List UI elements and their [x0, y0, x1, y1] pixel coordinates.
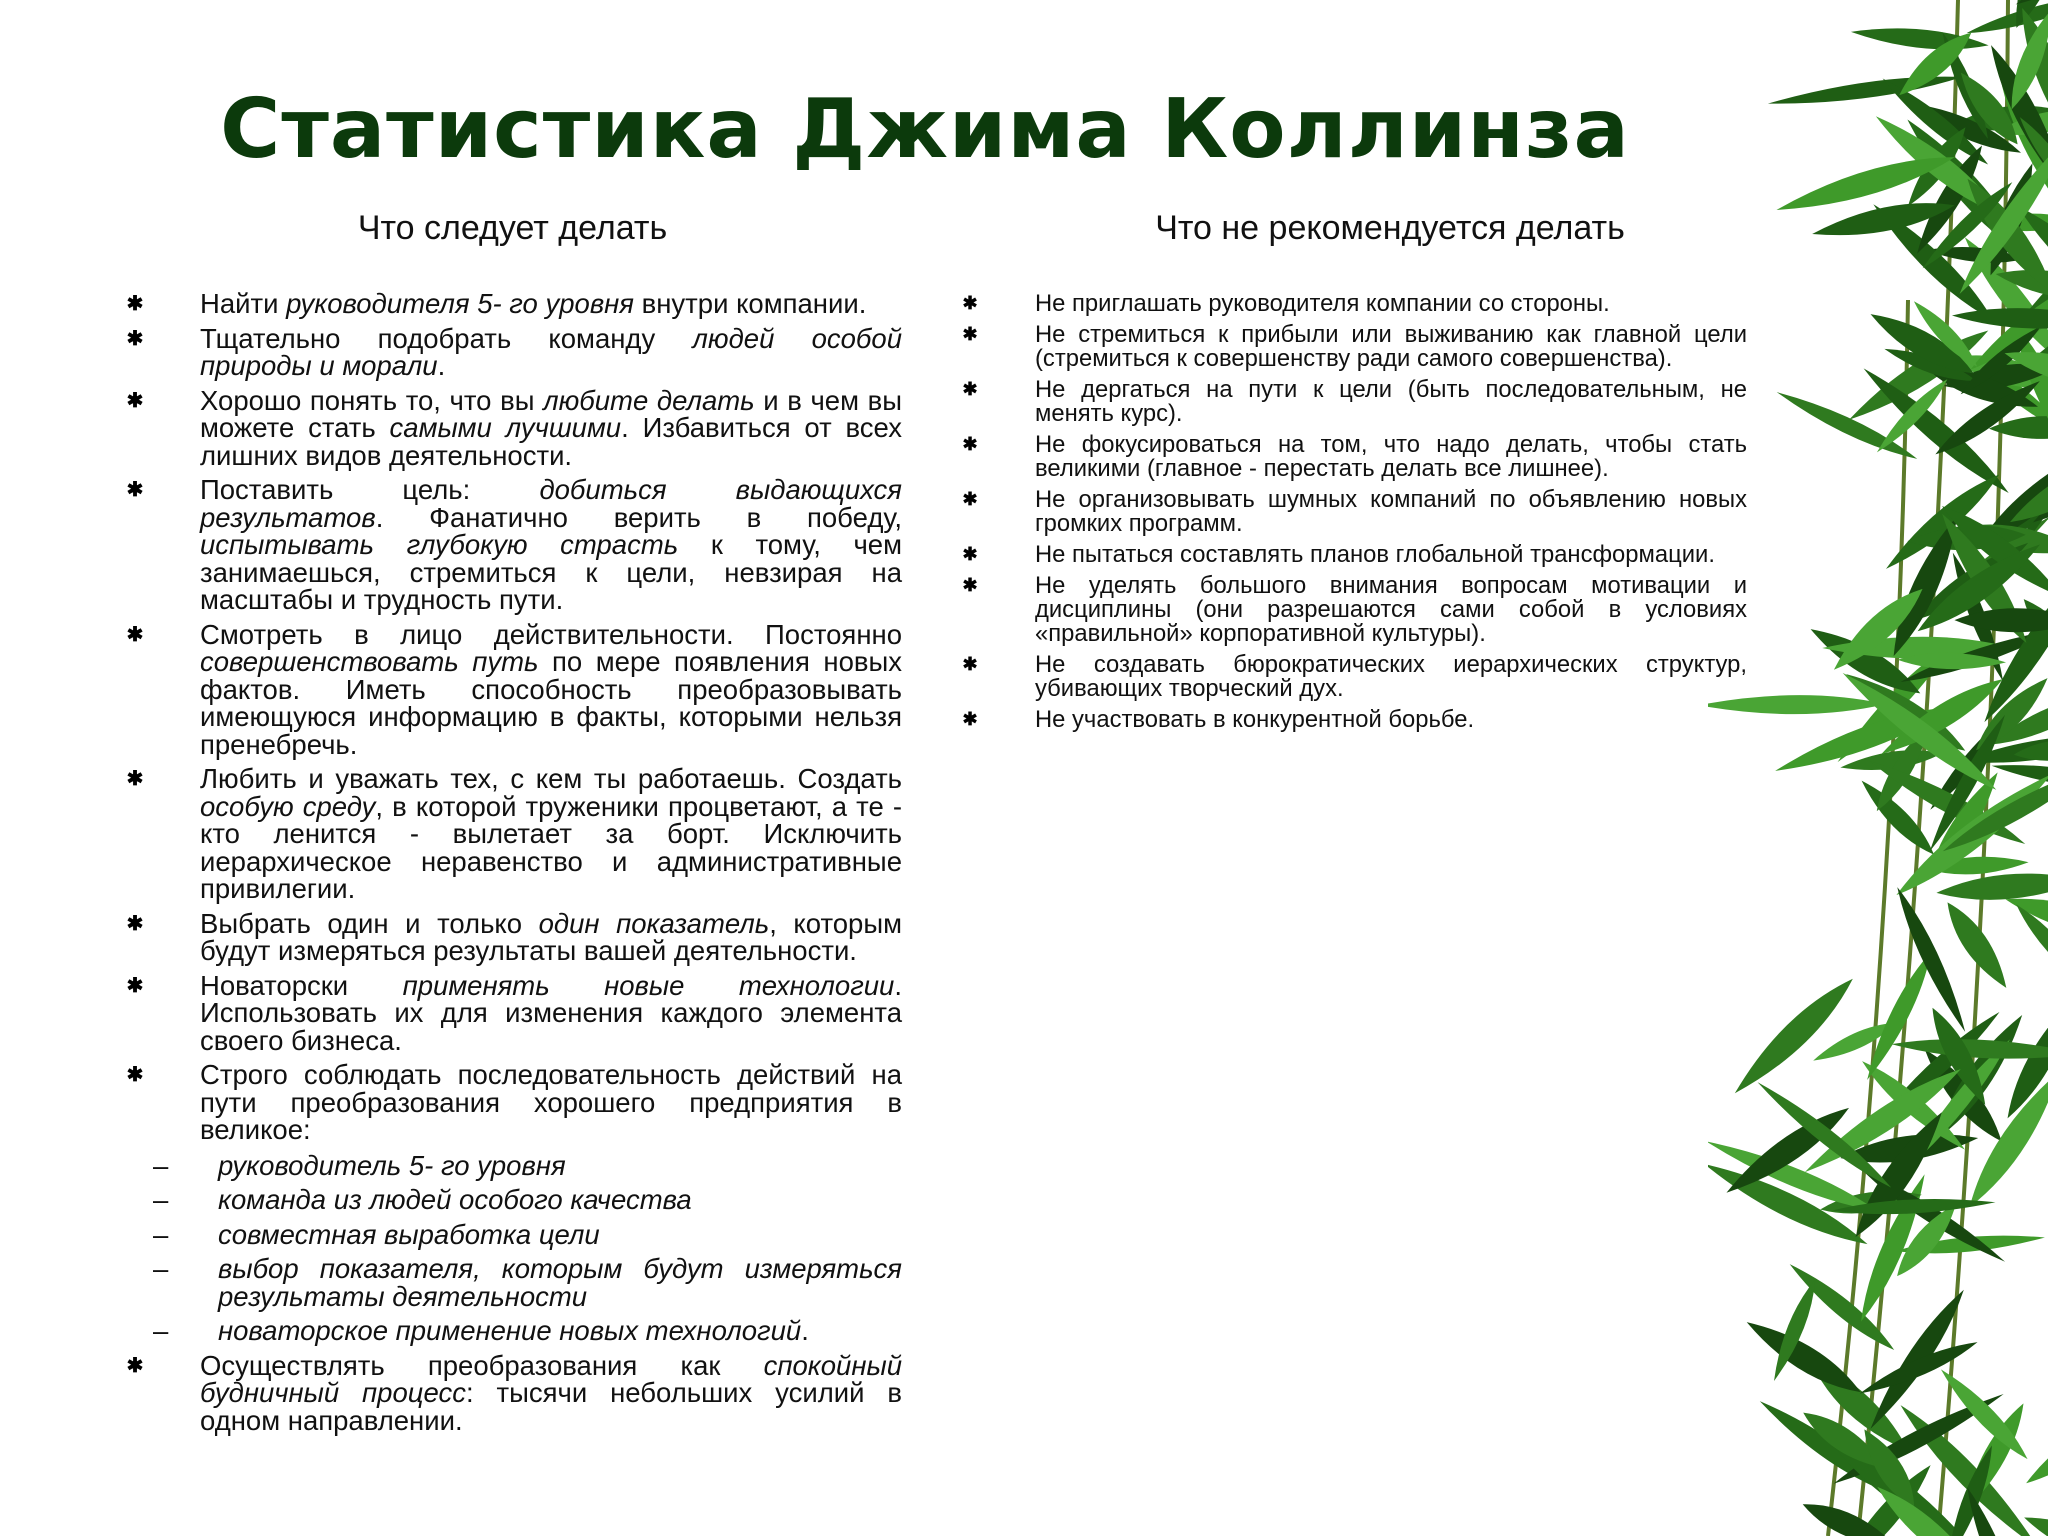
star-bullet-icon: ✱ [126, 293, 144, 315]
star-bullet-icon: ✱ [126, 479, 144, 501]
dont-item [955, 543, 1747, 567]
item-text: Не дергаться на пути к цели (быть последовательным, не менять курс). [1035, 376, 1747, 427]
slide-title: Статистика Джима Коллинза [220, 82, 1630, 177]
bamboo-leaves-image [1708, 0, 2048, 1536]
star-bullet-icon: ✱ [126, 974, 144, 997]
dont-item [955, 292, 1747, 316]
item-text: по мере появления новых фактов. Иметь способность преобразовывать имеющуюся информацию в факты, которыми нельзя пренебречь. [200, 646, 902, 760]
star-bullet-icon: ✱ [962, 434, 978, 454]
do-item [120, 476, 902, 614]
star-bullet-icon: ✱ [126, 623, 144, 646]
sub-item [128, 1317, 902, 1345]
item-emphasis: руководителя 5- го уровня [286, 288, 634, 319]
dash-bullet-icon: – [153, 1149, 169, 1181]
item-text: Выбрать один и только [200, 907, 539, 939]
item-text: . Избавиться от всех лишних видов деятельности. [200, 412, 902, 471]
item-text: Осуществлять преобразования как [200, 1349, 764, 1381]
left-column-heading: Что следует делать [357, 209, 668, 247]
do-item [120, 765, 902, 903]
item-emphasis: людей особой природы и морали [200, 322, 902, 381]
star-bullet-icon: ✱ [962, 379, 978, 399]
item-emphasis: совершенствовать путь [200, 646, 539, 677]
sub-item [128, 1149, 902, 1181]
sub-item [128, 1255, 902, 1310]
star-bullet-icon: ✱ [126, 327, 144, 350]
item-text: Не участвовать в конкурентной борьбе. [1035, 706, 1475, 733]
dont-item [955, 653, 1747, 701]
sub-item-text: руководитель 5- го уровня [218, 1149, 566, 1181]
right-column-heading: Что не рекомендуется делать [1155, 209, 1625, 247]
item-text: к тому, чем занимаешься, стремиться к цели, невзирая на масштабы и трудность пути. [200, 529, 903, 615]
item-text: Тщательно подобрать команду [200, 322, 693, 354]
item-text: Смотреть в лицо действительности. Постоянно [200, 618, 902, 650]
star-bullet-icon: ✱ [962, 709, 978, 729]
star-bullet-icon: ✱ [962, 489, 978, 509]
dont-list [955, 292, 1747, 739]
star-bullet-icon: ✱ [126, 389, 144, 412]
sub-item-text: новаторское применение новых технологий [218, 1315, 802, 1346]
do-item [120, 618, 902, 760]
item-text: Не создавать бюрократических иерархических структур, убивающих творческий дух. [1035, 651, 1747, 702]
sequence-sublist [153, 1149, 902, 1346]
star-bullet-icon: ✱ [962, 544, 978, 564]
do-item [120, 1349, 902, 1436]
sub-item-text: команда из людей особого качества [218, 1184, 692, 1215]
item-text: Хорошо понять то, что вы [200, 384, 544, 416]
do-item [120, 322, 902, 381]
item-emphasis: испытывать глубокую страсть [200, 529, 679, 560]
star-bullet-icon: ✱ [962, 654, 978, 674]
bamboo-leaf [1708, 695, 1886, 715]
item-text: Строго соблюдать последовательность действий на пути преобразования хорошего предприятия в великое: [200, 1059, 902, 1145]
item-emphasis: самыми лучшими [389, 412, 622, 443]
star-bullet-icon: ✱ [126, 1064, 144, 1086]
item-text: . Фанатично верить в победу, [375, 501, 902, 533]
item-emphasis: добиться выдающихся результатов [200, 474, 902, 533]
bamboo-leaf [1952, 306, 2048, 332]
item-emphasis: особую среду [200, 790, 376, 822]
item-text: , которым будут измеряться результаты вашей деятельности. [200, 907, 902, 966]
dont-item [955, 323, 1747, 371]
star-bullet-icon: ✱ [126, 1354, 144, 1377]
item-emphasis: применять новые технологии [402, 969, 895, 1001]
item-text: Новаторски [200, 969, 403, 1001]
dont-item [955, 488, 1747, 536]
do-item [120, 1061, 902, 1345]
item-emphasis: один показатель [538, 907, 770, 939]
dash-bullet-icon: – [153, 1184, 169, 1215]
item-text: , в которой труженики процветают, а те - кто ленится - вылетает за борт. Исключить иерархическое неравенство и административные привилегии. [200, 790, 902, 904]
dont-item [955, 708, 1747, 732]
dont-item [955, 433, 1747, 481]
item-text: . Использовать их для изменения каждого элемента своего бизнеса. [200, 969, 902, 1056]
do-list [120, 290, 902, 1441]
item-text: Любить и уважать тех, с кем ты работаешь. Создать [200, 763, 902, 794]
item-text: Не уделять большого внимания вопросам мотивации и дисциплины (они разрешаются сами собой в условиях «правильной» корпоративной культуры). [1035, 572, 1747, 647]
do-item [120, 907, 902, 966]
item-emphasis: любите делать [543, 384, 755, 416]
sub-item-text: . [801, 1315, 809, 1346]
do-item [120, 290, 902, 318]
sub-item [128, 1218, 902, 1250]
dash-bullet-icon: – [153, 1253, 169, 1284]
sub-item-text: совместная выработка цели [218, 1218, 600, 1250]
bamboo-leaf [2020, 1397, 2048, 1492]
item-text: : тысячи небольших усилий в одном направлении. [200, 1377, 902, 1436]
star-bullet-icon: ✱ [962, 324, 978, 344]
star-bullet-icon: ✱ [126, 768, 144, 790]
item-text: Не пытаться составлять планов глобальной трансформации. [1035, 541, 1715, 568]
bamboo-stem [1828, 300, 1908, 1536]
item-text: Поставить цель: [200, 474, 540, 505]
star-bullet-icon: ✱ [962, 575, 978, 595]
bamboo-leaf [1726, 970, 1862, 1103]
sub-item [128, 1186, 902, 1214]
item-text: Не организовывать шумных компаний по объявлению новых громких программ. [1035, 486, 1747, 537]
item-text: Не фокусироваться на том, что надо делать, чтобы стать великими (главное - перестать делать все лишнее). [1035, 431, 1747, 482]
item-text: Не стремиться к прибыли или выживанию как главной цели (стремиться к совершенству ради самого совершенства). [1035, 321, 1747, 372]
item-text: . [437, 350, 446, 381]
item-text: и в чем вы можете стать [200, 384, 902, 443]
star-bullet-icon: ✱ [962, 293, 978, 313]
do-item [120, 969, 902, 1056]
dash-bullet-icon: – [153, 1315, 169, 1346]
do-item [120, 384, 902, 471]
dont-item [955, 378, 1747, 426]
item-text: внутри компании. [634, 288, 867, 319]
dont-item [955, 574, 1747, 646]
sub-item-text: выбор показателя, которым будут измеряться результаты деятельности [218, 1253, 902, 1312]
item-emphasis: спокойный будничный процесс [200, 1349, 902, 1408]
star-bullet-icon: ✱ [126, 912, 144, 935]
item-text: Найти [200, 288, 287, 319]
dash-bullet-icon: – [153, 1218, 169, 1250]
item-text: Не приглашать руководителя компании со стороны. [1035, 290, 1610, 317]
